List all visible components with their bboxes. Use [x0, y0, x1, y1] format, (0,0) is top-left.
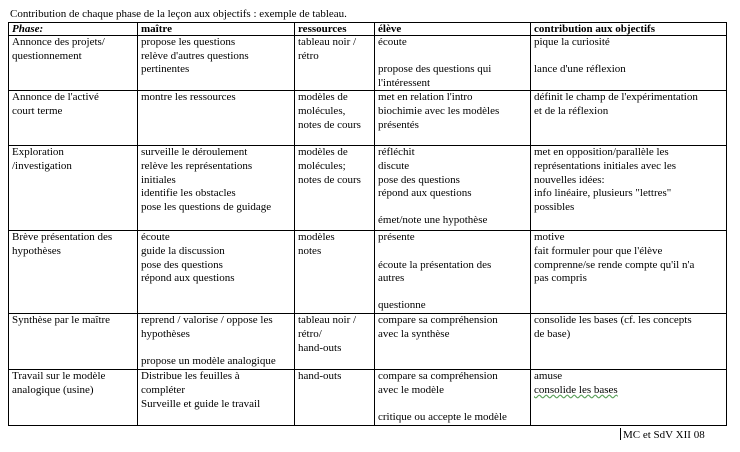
cell-line: relève les représentations: [141, 159, 253, 172]
table-row: [9, 146, 727, 231]
cell-line: [378, 201, 527, 215]
cell-line: critique ou accepte le modèle: [378, 411, 507, 424]
cell-contribution: [531, 146, 727, 231]
cell-line: Brève présentation des: [12, 231, 113, 244]
cell-line: molécules;: [298, 159, 346, 172]
cell-line: consolide les bases (cf. les concepts: [534, 314, 692, 327]
footer-reference: [620, 428, 705, 442]
cell-line: reprend / valorise / oppose les: [141, 314, 273, 327]
cell-line: pertinentes: [141, 63, 190, 76]
cell-line: Distribue les feuilles à: [141, 370, 240, 383]
header-maitre: maître: [138, 23, 295, 36]
cell-line: identifie les obstacles: [141, 187, 236, 200]
cell-line: propose des questions qui: [378, 63, 492, 76]
cell-contribution: [531, 36, 727, 91]
cell-contribution: [531, 91, 727, 146]
cell-line: possibles: [534, 200, 575, 213]
cell-line: surveille le déroulement: [141, 146, 248, 159]
cell-line: hand-outs: [298, 370, 342, 383]
cell-line: écoute la présentation des: [378, 258, 492, 271]
cell-maitre: [138, 36, 295, 91]
cell-contribution: [531, 370, 727, 426]
cell-line: relève d'autres questions: [141, 49, 249, 62]
cell-line: motive: [534, 231, 565, 244]
cell-line: comprenne/se rende compte qu'il n'a: [534, 258, 695, 271]
cell-line: pas compris: [534, 272, 587, 285]
cell-line: court terme: [12, 104, 63, 117]
cell-line: réfléchit: [378, 146, 415, 159]
cell-line: pique la curiosité: [534, 36, 610, 48]
table-row: [9, 91, 727, 146]
cell-line: présente: [378, 231, 415, 244]
cell-ressources: [295, 314, 375, 370]
cell-line: Annonce des projets/: [12, 36, 105, 48]
cell-maitre: [138, 314, 295, 370]
cell-ressources: [295, 370, 375, 426]
cell-line: initiales: [141, 173, 176, 186]
header-phase: Phase:: [9, 23, 138, 36]
cell-line: avec la synthèse: [378, 327, 450, 340]
cell-line: avec le modèle: [378, 383, 444, 396]
cell-line: met en relation l'intro: [378, 91, 473, 104]
cell-ressources: [295, 36, 375, 91]
cell-maitre: [138, 146, 295, 231]
cell-line: compare sa compréhension: [378, 370, 498, 383]
cell-phase: [9, 146, 138, 231]
cell-line: rétro: [298, 49, 319, 62]
cell-line: fait formuler pour que l'élève: [534, 244, 663, 257]
cell-maitre: [138, 370, 295, 426]
cell-eleve: [375, 231, 531, 314]
cell-line: définit le champ de l'expérimentation: [534, 91, 698, 104]
cell-line: modèles de: [298, 91, 348, 104]
cell-line: propose les questions: [141, 36, 236, 48]
text-cursor-mark: [620, 428, 621, 440]
cell-eleve: [375, 36, 531, 91]
cell-line: montre les ressources: [141, 91, 236, 104]
cell-line: tableau noir /: [298, 36, 357, 48]
cell-line: pose des questions: [141, 258, 223, 271]
objectives-table: [8, 22, 727, 426]
table-body: [9, 36, 727, 426]
cell-line: questionnement: [12, 49, 82, 62]
table-row: [9, 314, 727, 370]
cell-line: Synthèse par le maître: [12, 314, 111, 327]
cell-line: guide la discussion: [141, 244, 225, 257]
table-row: [9, 231, 727, 314]
cell-phase: [9, 36, 138, 91]
cell-contribution: [531, 314, 727, 370]
cell-line: notes: [298, 244, 322, 257]
cell-line: écoute: [378, 36, 407, 48]
cell-line: nouvelles idées:: [534, 173, 605, 186]
header-contribution: contribution aux objectifs: [531, 23, 727, 36]
cell-ressources: [295, 91, 375, 146]
cell-eleve: [375, 370, 531, 426]
cell-maitre: [138, 231, 295, 314]
cell-ressources: [295, 231, 375, 314]
cell-line: l'intéressent: [378, 76, 431, 89]
cell-line: présentés: [378, 118, 419, 131]
footer-text: MC et SdV XII 08: [623, 429, 705, 441]
cell-phase: [9, 370, 138, 426]
cell-line: hypothèses: [12, 244, 61, 257]
header-ressources: ressources: [295, 23, 375, 36]
cell-line: analogique (usine): [12, 383, 94, 396]
cell-line: propose un modèle analogique: [141, 355, 276, 368]
cell-line: modèles de: [298, 146, 348, 159]
cell-line: compare sa compréhension: [378, 314, 498, 327]
cell-line: Exploration: [12, 146, 64, 159]
cell-line: Annonce de l'activé: [12, 91, 99, 104]
cell-line: pose les questions de guidage: [141, 200, 272, 213]
cell-line: écoute: [141, 231, 170, 244]
cell-line: Travail sur le modèle: [12, 370, 106, 383]
cell-line: lance d'une réflexion: [534, 63, 626, 76]
cell-line: compléter: [141, 383, 185, 396]
cell-line: de base): [534, 327, 571, 340]
cell-line: [378, 286, 527, 300]
cell-phase: [9, 314, 138, 370]
cell-line: [141, 342, 291, 356]
cell-line: notes de cours: [298, 118, 361, 131]
cell-line: tableau noir /: [298, 314, 357, 327]
cell-line: émet/note une hypothèse: [378, 214, 488, 227]
cell-line: répond aux questions: [141, 272, 235, 285]
cell-eleve: [375, 146, 531, 231]
cell-line: [378, 398, 527, 412]
cell-phase: [9, 91, 138, 146]
table-row: [9, 36, 727, 91]
cell-eleve: [375, 91, 531, 146]
cell-line: molécules,: [298, 104, 346, 117]
cell-ressources: [295, 146, 375, 231]
cell-line: et de la réflexion: [534, 104, 609, 117]
cell-line: [378, 245, 527, 259]
cell-line: notes de cours: [298, 173, 361, 186]
cell-line: [378, 50, 527, 64]
cell-line: /investigation: [12, 159, 72, 172]
cell-line: consolide les bases: [534, 383, 618, 396]
cell-line: Surveille et guide le travail: [141, 397, 261, 410]
header-eleve: élève: [375, 23, 531, 36]
cell-line: info linéaire, plusieurs "lettres": [534, 187, 672, 200]
cell-maitre: [138, 91, 295, 146]
cell-line: répond aux questions: [378, 187, 472, 200]
cell-contribution: [531, 231, 727, 314]
cell-line: met en opposition/parallèle les: [534, 146, 669, 159]
table-row: [9, 370, 727, 426]
cell-line: [534, 50, 723, 64]
cell-line: questionne: [378, 299, 426, 312]
cell-line: modèles: [298, 231, 335, 244]
cell-line: hypothèses: [141, 327, 190, 340]
cell-line: rétro/: [298, 327, 322, 340]
cell-line: hand-outs: [298, 341, 342, 354]
cell-line: biochimie avec les modèles: [378, 104, 500, 117]
cell-line: pose des questions: [378, 173, 460, 186]
table-header-row: [9, 23, 727, 36]
cell-phase: [9, 231, 138, 314]
cell-line: représentations initiales avec les: [534, 159, 677, 172]
document-title: Contribution de chaque phase de la leçon aux objectifs : exemple de tableau.: [10, 8, 347, 20]
cell-line: discute: [378, 159, 410, 172]
cell-eleve: [375, 314, 531, 370]
cell-line: autres: [378, 272, 405, 285]
cell-line: amuse: [534, 370, 563, 383]
